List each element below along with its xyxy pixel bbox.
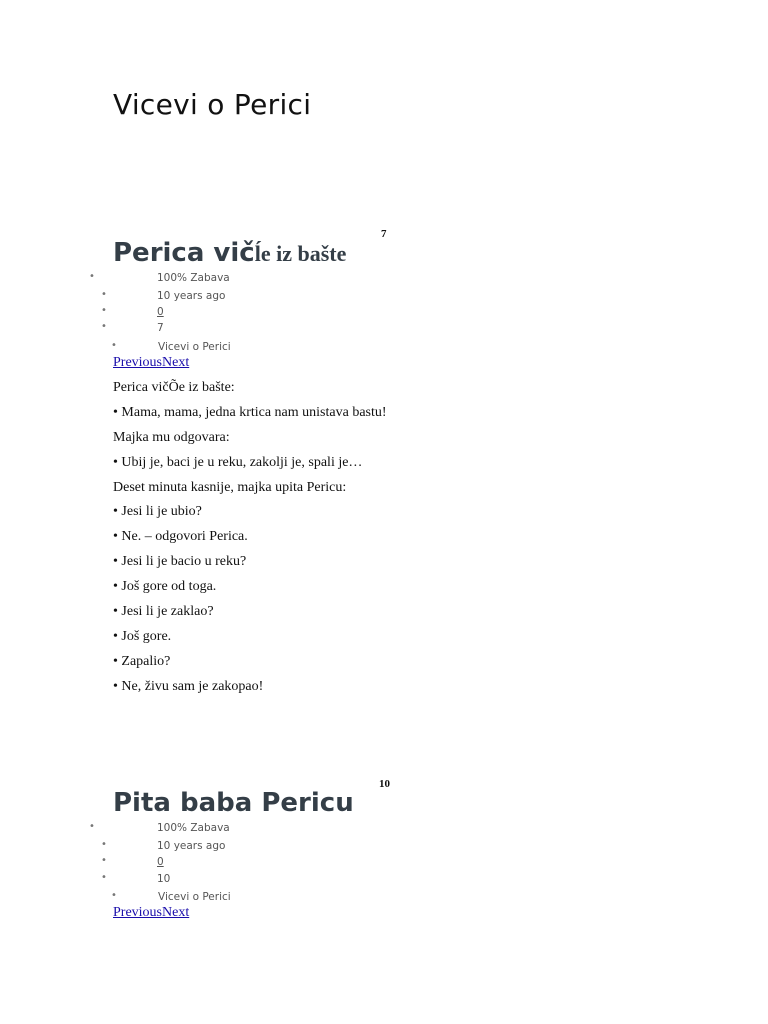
post-title-main: Pita baba Pericu xyxy=(113,788,354,818)
content-line: • Ne, živu sam je zakopao! xyxy=(113,679,264,694)
meta-comments xyxy=(101,855,164,868)
post-title[interactable] xyxy=(113,788,354,818)
bullet-icon: • xyxy=(101,305,107,316)
bullet-icon: • xyxy=(101,872,107,883)
bullet-icon: • xyxy=(101,839,107,850)
bullet-icon: • xyxy=(89,821,95,832)
bullet-icon: • xyxy=(111,340,117,351)
meta-category xyxy=(111,340,231,353)
meta-votes xyxy=(101,321,164,334)
meta-rating xyxy=(89,821,230,834)
meta-category xyxy=(111,890,231,903)
category-text[interactable]: Vicevi o Perici xyxy=(158,891,231,903)
vote-count: 7 xyxy=(381,228,387,240)
content-line: • Mama, mama, jedna krtica nam unistava bastu! xyxy=(113,405,387,420)
page-title: Vicevi o Perici xyxy=(113,88,312,121)
votes-text: 10 xyxy=(157,873,171,885)
rating-text: 100% Zabava xyxy=(157,822,230,834)
content-line: • Zapalio? xyxy=(113,654,171,669)
rating-text: 100% Zabava xyxy=(157,272,230,284)
content-line: • Još gore. xyxy=(113,629,172,644)
content-line: Perica vičÕe iz bašte: xyxy=(113,380,235,395)
bullet-icon: • xyxy=(111,890,117,901)
content-line: • Ubij je, baci je u reku, zakolji je, spali je… xyxy=(113,455,363,470)
post-title[interactable] xyxy=(113,238,346,268)
bullet-icon: • xyxy=(89,271,95,282)
bullet-icon: • xyxy=(101,321,107,332)
votes-text: 7 xyxy=(157,322,164,334)
previous-link[interactable]: Previous xyxy=(113,355,162,370)
content-line: • Jesi li je ubio? xyxy=(113,504,202,519)
comments-link[interactable]: 0 xyxy=(157,856,164,868)
content-line: • Ne. – odgovori Perica. xyxy=(113,529,248,544)
meta-time xyxy=(101,839,226,852)
meta-time xyxy=(101,289,226,302)
post-navigation xyxy=(113,355,189,371)
previous-link[interactable]: Previous xyxy=(113,905,162,920)
category-text[interactable]: Vicevi o Perici xyxy=(158,341,231,353)
comments-link[interactable]: 0 xyxy=(157,306,164,318)
meta-comments xyxy=(101,305,164,318)
content-line: • Još gore od toga. xyxy=(113,579,217,594)
next-link[interactable]: Next xyxy=(162,355,190,370)
next-link[interactable]: Next xyxy=(162,905,190,920)
time-text: 10 years ago xyxy=(157,840,226,852)
post-title-main: Perica vič xyxy=(113,238,255,268)
meta-rating xyxy=(89,271,230,284)
content-line: • Jesi li je zaklao? xyxy=(113,604,214,619)
bullet-icon: • xyxy=(101,289,107,300)
bullet-icon: • xyxy=(101,855,107,866)
meta-votes xyxy=(101,872,171,885)
post-navigation xyxy=(113,905,189,921)
content-line: Majka mu odgovara: xyxy=(113,430,230,445)
time-text: 10 years ago xyxy=(157,290,226,302)
content-line: Deset minuta kasnije, majka upita Pericu: xyxy=(113,480,347,495)
content-line: • Jesi li je bacio u reku? xyxy=(113,554,247,569)
vote-count: 10 xyxy=(379,778,390,790)
post-title-tail: ĺe iz bašte xyxy=(254,241,347,266)
